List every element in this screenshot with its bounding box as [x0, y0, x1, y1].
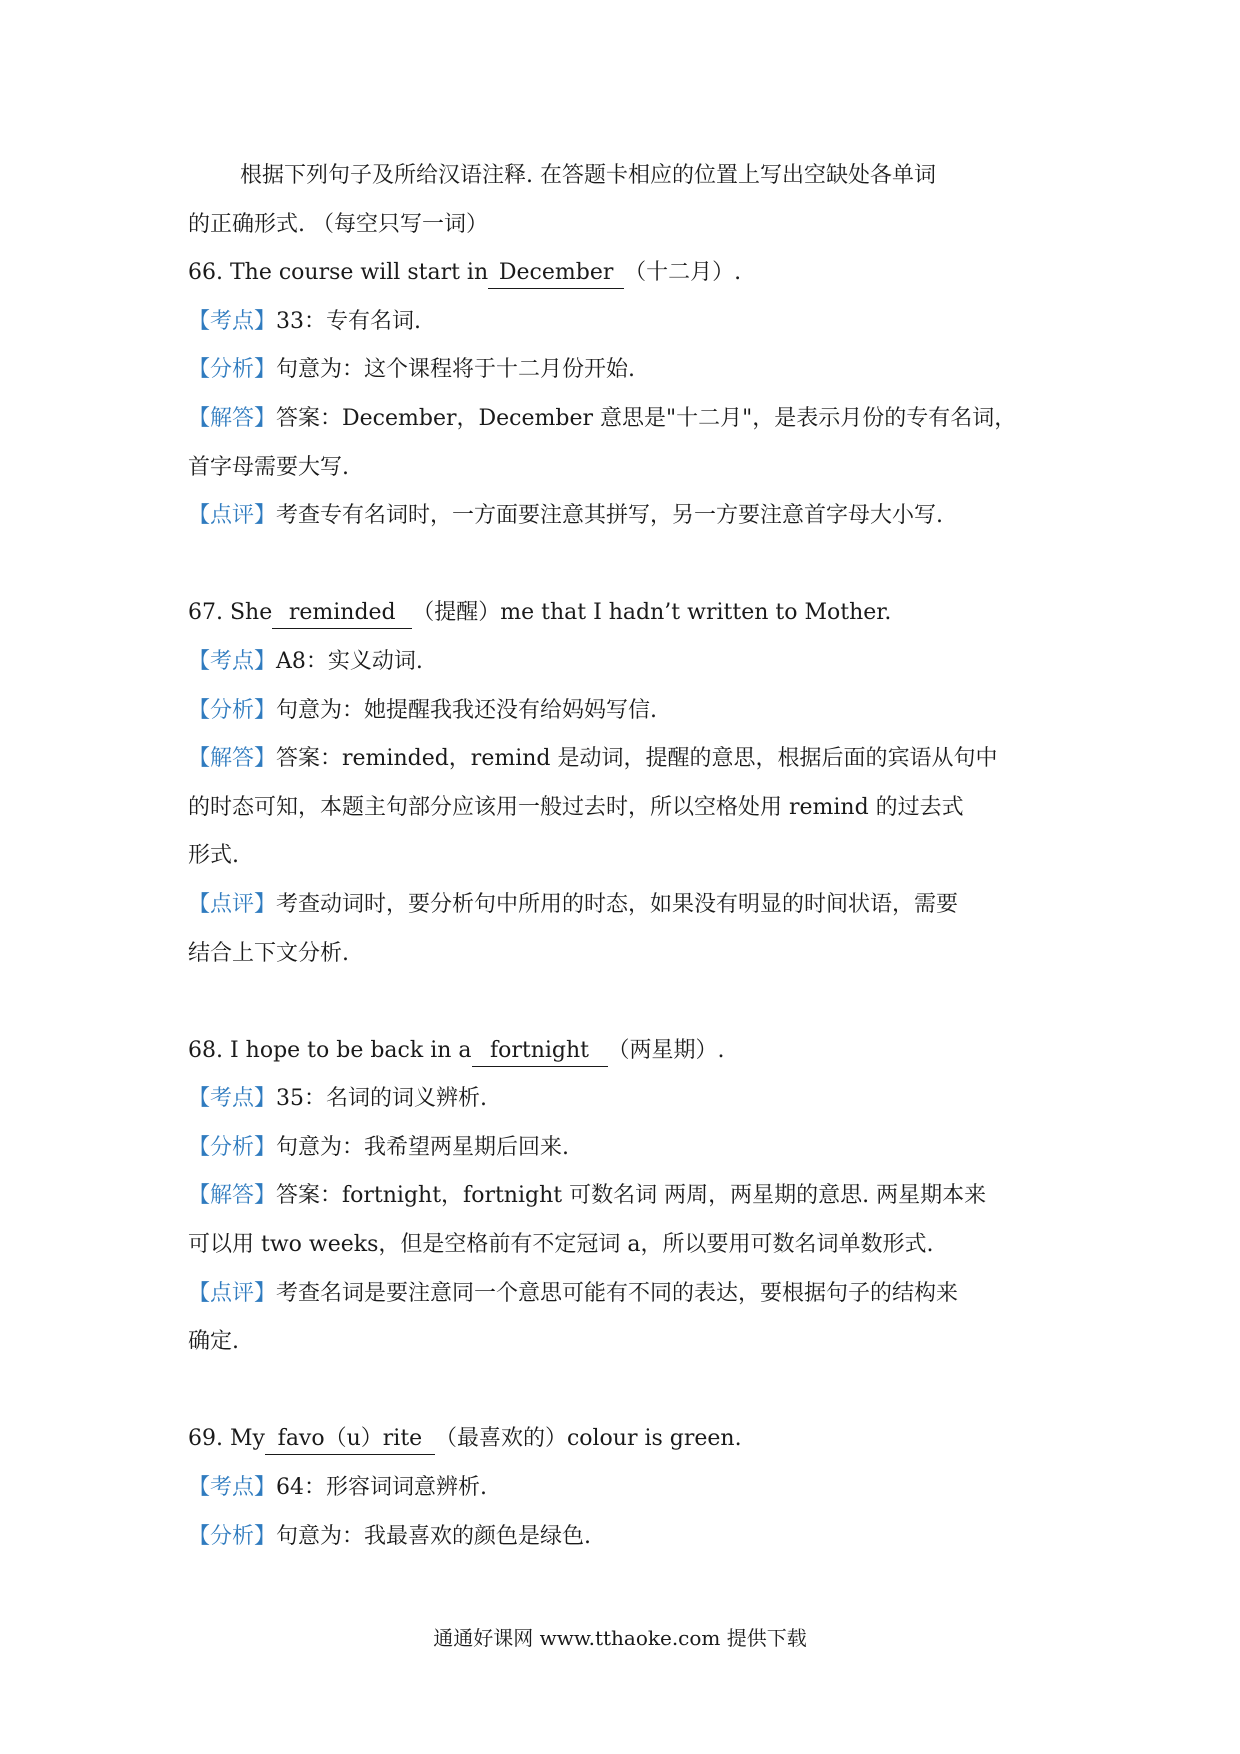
q68-dianping-cont: 确定. — [188, 1329, 239, 1355]
fenxi-tag: 【分析】 — [188, 1523, 277, 1549]
spacer — [188, 541, 1060, 590]
jieda-tag: 【解答】 — [188, 1183, 277, 1209]
question-69-after: （最喜欢的）colour is green. — [434, 1426, 742, 1452]
intro-line-2: 的正确形式. （每空只写一词） — [188, 211, 488, 237]
dianping-tag: 【点评】 — [188, 1280, 277, 1306]
q67-fenxi-text: 句意为：她提醒我我还没有给妈妈写信. — [276, 697, 658, 723]
kaodian-tag: 【考点】 — [188, 648, 277, 674]
question-66-after: （十二月）. — [624, 260, 742, 286]
kaodian-tag: 【考点】 — [188, 308, 277, 334]
q67-kaodian-text: A8：实义动词. — [276, 648, 423, 674]
q67-jieda-cont-2: 形式. — [188, 843, 239, 869]
question-68-after: （两星期）. — [607, 1037, 725, 1063]
question-67-after: （提醒）me that I hadn’t written to Mother. — [412, 600, 892, 626]
q67-kaodian — [188, 638, 1060, 687]
spacer — [188, 978, 1060, 1027]
q67-fenxi — [188, 687, 1060, 736]
q68-jieda-text-1: 答案：fortnight，fortnight 可数名词 两周，两星期的意思. 两星期本来 — [276, 1183, 987, 1209]
q66-jieda — [188, 395, 1060, 444]
jieda-tag: 【解答】 — [188, 746, 277, 772]
q66-jieda-cont: 首字母需要大写. — [188, 454, 349, 480]
question-66-answer: December — [488, 258, 624, 289]
question-66-before: 66. The course will start in — [188, 260, 489, 286]
q66-fenxi — [188, 346, 1060, 395]
intro-line-1: 根据下列句子及所给汉语注释. 在答题卡相应的位置上写出空缺处各单词 — [240, 163, 936, 188]
q67-jieda-cont-1: 的时态可知，本题主句部分应该用一般过去时，所以空格处用 remind 的过去式 — [188, 794, 964, 820]
question-66 — [188, 249, 1060, 298]
question-67-before: 67. She — [188, 600, 273, 626]
q67-dianping-text-1: 考查动词时，要分析句中所用的时态，如果没有明显的时间状语，需要 — [276, 891, 959, 917]
fenxi-tag: 【分析】 — [188, 697, 277, 723]
page-footer: 通通好课网 www.tthaoke.com 提供下载 — [433, 1626, 807, 1650]
fenxi-tag: 【分析】 — [188, 357, 277, 383]
question-69 — [188, 1415, 1060, 1464]
question-69-answer: favo（u）rite — [265, 1424, 435, 1455]
spacer — [188, 1367, 1060, 1416]
document-content — [188, 152, 1060, 1561]
kaodian-tag: 【考点】 — [188, 1086, 277, 1112]
fenxi-tag: 【分析】 — [188, 1134, 277, 1160]
jieda-tag: 【解答】 — [188, 405, 277, 431]
kaodian-tag: 【考点】 — [188, 1475, 277, 1501]
q68-fenxi — [188, 1124, 1060, 1173]
dianping-tag: 【点评】 — [188, 891, 277, 917]
q66-kaodian-text: 33：专有名词. — [276, 308, 422, 334]
q68-dianping — [188, 1270, 1060, 1319]
q66-dianping-text: 考查专有名词时，一方面要注意其拼写，另一方要注意首字母大小写. — [276, 503, 944, 529]
question-67 — [188, 589, 1060, 638]
q67-jieda-text-1: 答案：reminded，remind 是动词，提醒的意思，根据后面的宾语从句中 — [276, 746, 998, 772]
q68-fenxi-text: 句意为：我希望两星期后回来. — [276, 1134, 570, 1160]
q66-fenxi-text: 句意为：这个课程将于十二月份开始. — [276, 357, 636, 383]
q66-kaodian — [188, 298, 1060, 347]
question-68-before: 68. I hope to be back in a — [188, 1037, 472, 1063]
q68-jieda — [188, 1172, 1060, 1221]
q67-dianping-cont: 结合上下文分析. — [188, 940, 349, 966]
q69-fenxi-text: 句意为：我最喜欢的颜色是绿色. — [276, 1523, 592, 1549]
q66-jieda-text-1: 答案：December，December 意思是"十二月"，是表示月份的专有名词， — [276, 405, 1017, 431]
q66-dianping — [188, 492, 1060, 541]
q68-dianping-text-1: 考查名词是要注意同一个意思可能有不同的表达，要根据句子的结构来 — [276, 1280, 959, 1306]
question-69-before: 69. My — [188, 1426, 265, 1452]
q67-dianping — [188, 881, 1060, 930]
question-67-answer: reminded — [272, 598, 412, 629]
dianping-tag: 【点评】 — [188, 503, 277, 529]
q67-jieda — [188, 735, 1060, 784]
question-68 — [188, 1027, 1060, 1076]
q69-kaodian-text: 64：形容词词意辨析. — [276, 1475, 488, 1501]
question-68-answer: fortnight — [472, 1036, 608, 1067]
q69-kaodian — [188, 1464, 1060, 1513]
q69-fenxi — [188, 1513, 1060, 1562]
q68-kaodian-text: 35：名词的词义辨析. — [276, 1086, 488, 1112]
q68-jieda-cont: 可以用 two weeks，但是空格前有不定冠词 a，所以要用可数名词单数形式. — [188, 1232, 934, 1258]
q68-kaodian — [188, 1075, 1060, 1124]
